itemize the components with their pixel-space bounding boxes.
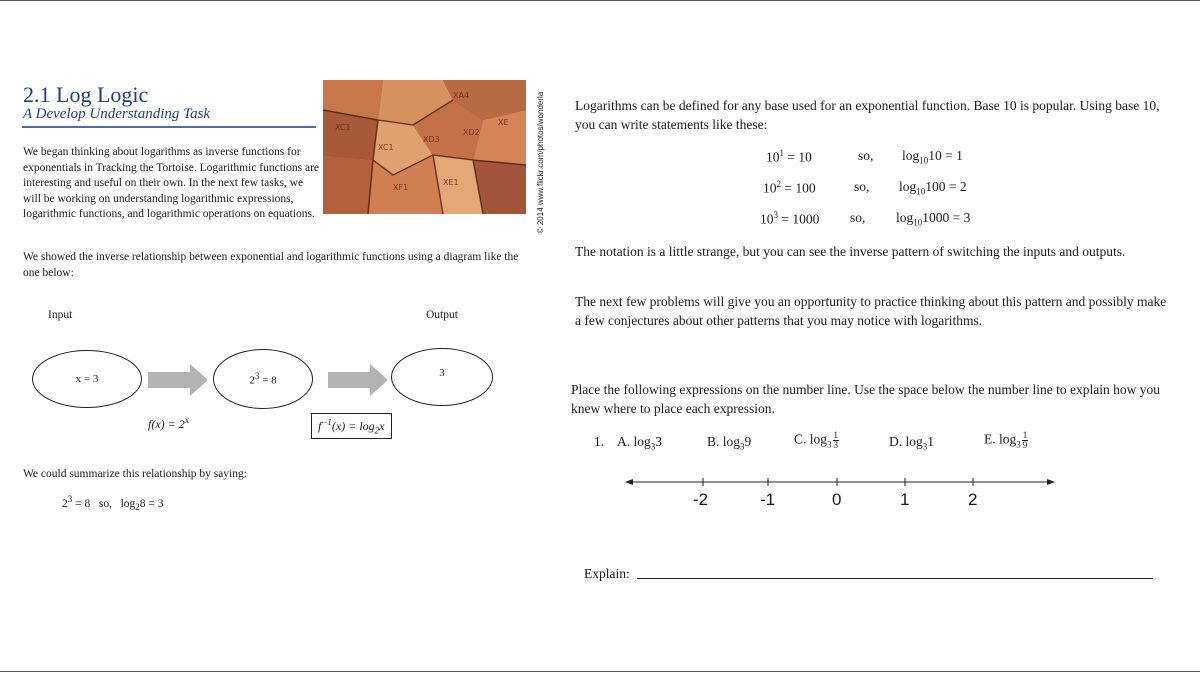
svg-text:XC1: XC1 [335, 123, 351, 132]
page-title: 2.1 Log Logic [23, 82, 149, 107]
svg-text:XD3: XD3 [423, 135, 440, 144]
instructions-paragraph: Place the following expressions on the number line. Use the space below the number line to explain how you knew where to place each expression. [571, 382, 1160, 416]
expression-b: B. $\log_39$ [707, 434, 752, 452]
output-oval [391, 348, 493, 406]
page-top-border [0, 0, 1200, 1]
summary-text: We could summarize this relationship by saying: [23, 468, 247, 480]
tick-label: 2 [968, 490, 978, 509]
expression-a: A. $\log_33$ [617, 434, 662, 452]
equation-so: so, [858, 148, 874, 163]
diagram-input-label: Input [48, 309, 73, 321]
svg-text:XC1: XC1 [378, 143, 394, 152]
title-underline [22, 126, 316, 128]
exponential-function-label: $f(x) = 2^x$ [148, 415, 190, 431]
tick-label: 0 [832, 490, 842, 509]
equation-so: so, [850, 210, 866, 225]
tick-label: -2 [693, 490, 709, 509]
equation-log: $\log_{10}100 = 2$ [899, 179, 967, 197]
diagram-output-label: Output [426, 309, 458, 321]
photo-credit: © 2014 www.flickr.com/photos/wonderla [536, 91, 545, 234]
inverse-function-box: $f^{-1}(x) = \log_2x$ [311, 413, 392, 439]
equation-row: $10^3 = 1000$ [760, 210, 820, 227]
svg-text:XA4: XA4 [453, 91, 470, 100]
inverse-relationship-text: We showed the inverse relationship between exponential and logarithmic functions using a diagram like the one below: [23, 251, 519, 279]
equation-log: $\log_{10}1000 = 3$ [896, 210, 971, 228]
input-oval-text: x = 3 [75, 373, 99, 385]
svg-text:XE: XE [498, 118, 509, 127]
right-arrow-icon [148, 364, 208, 396]
number-line [625, 470, 1055, 490]
notation-paragraph: The notation is a little strange, but you can see the inverse pattern of switching the inputs and outputs. [575, 244, 1126, 259]
intro-paragraph: We began thinking about logarithms as inverse functions for exponentials in Tracking the Tortoise. Logarithmic functions are interesting and useful on their own. In the next few tasks, we will be working on understanding logarithmic expressions, logarithmic functions, and logarithmic operations on equations. [23, 146, 320, 220]
output-oval-text: 3 [439, 367, 445, 379]
svg-text:XF1: XF1 [393, 183, 409, 192]
equation-row: $10^1 = 10$ [766, 148, 812, 165]
equation-row: $10^2 = 100$ [763, 179, 816, 196]
svg-text:XD2: XD2 [463, 128, 480, 137]
explain-label: Explain: [584, 566, 630, 581]
svg-text:XE1: XE1 [443, 178, 459, 187]
next-problems-paragraph: The next few problems will give you an opportunity to practice thinking about this pattern and possibly make a few conjectures about other patterns that you may notice with logarithms. [575, 294, 1167, 328]
input-oval [32, 350, 142, 408]
summary-equation: $2^3 = 8$ so, $\log_28 = 3$ [62, 494, 164, 513]
page-subtitle: A Develop Understanding Task [23, 106, 211, 122]
right-arrow-icon [328, 364, 388, 396]
definition-paragraph: Logarithms can be defined for any base used for an exponential function. Base 10 is popular. Using base 10, you can write statements like these: [575, 98, 1160, 132]
tick-label: -1 [760, 490, 776, 509]
problem-number: 1. [594, 434, 605, 449]
tick-label: 1 [900, 490, 910, 509]
equation-so: so, [854, 179, 870, 194]
wood-log-photo [323, 80, 526, 214]
explain-answer-line[interactable] [637, 578, 1153, 579]
page-bottom-border [0, 671, 1200, 672]
middle-oval-text: $2^3 = 8$ [249, 371, 277, 387]
equation-log: $\log_{10}10 = 1$ [902, 148, 963, 166]
expression-c: C. $\log_3$ $\frac{1}{3}$ [794, 430, 839, 450]
middle-oval [213, 349, 313, 409]
expression-e: E. $\log_3$ $\frac{1}{9}$ [984, 430, 1028, 450]
expression-d: D. $\log_31$ [889, 434, 934, 452]
